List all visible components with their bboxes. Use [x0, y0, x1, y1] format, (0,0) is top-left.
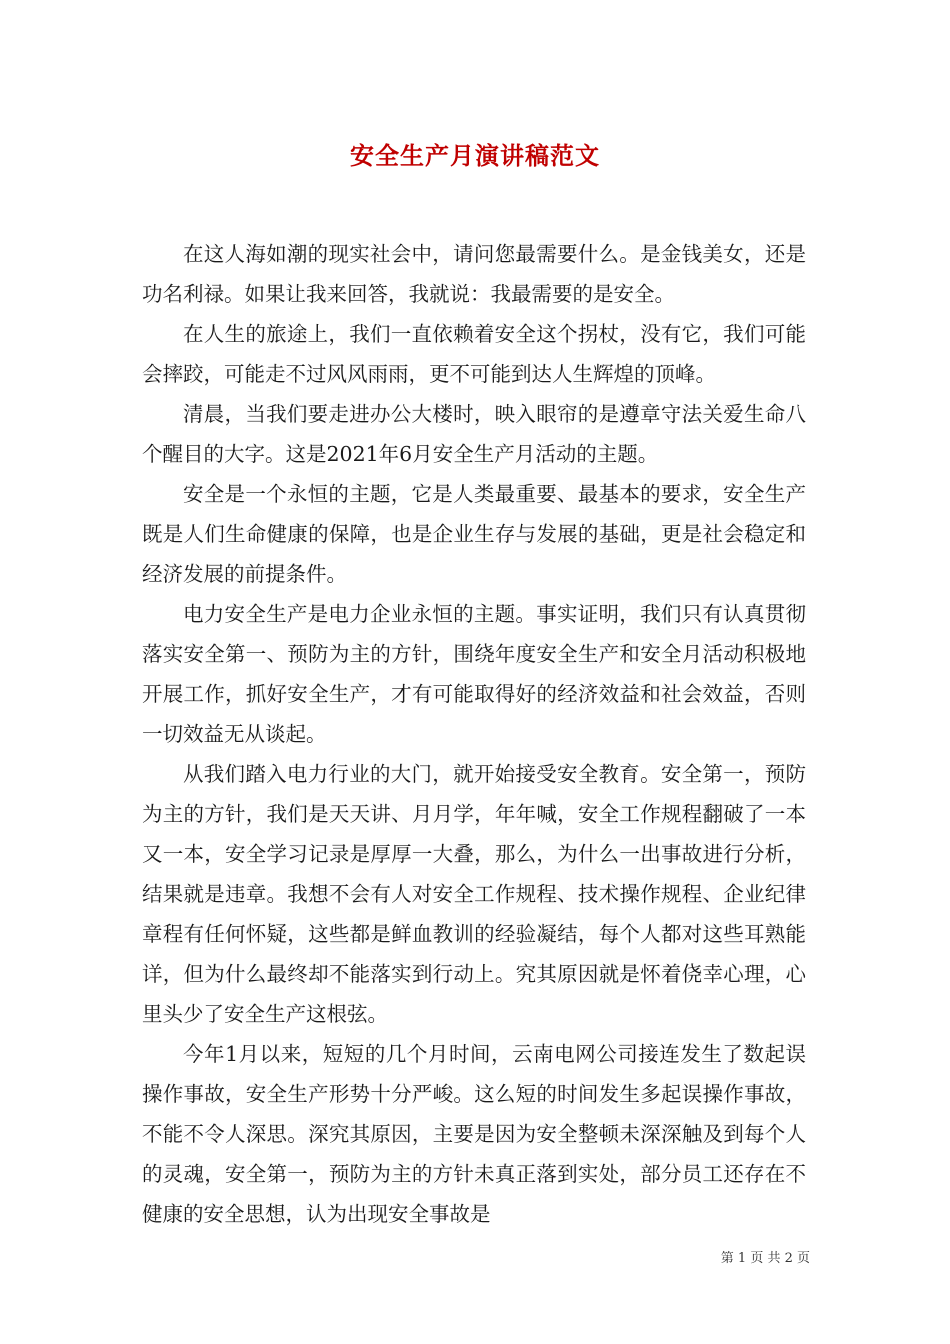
paragraph: 今年1月以来，短短的几个月时间，云南电网公司接连发生了数起误操作事故，安全生产形势十分严峻。这么短的时间发生多起误操作事故，不能不令人深思。深究其原因，主要是因为安全整顿未深深触及到每个人的灵魂，安全第一，预防为主的方针未真正落到实处，部分员工还存在不健康的安全思想，认为出现安全事故是 — [142, 1042, 806, 1226]
paragraph: 在这人海如潮的现实社会中，请问您最需要什么。是金钱美女，还是功名利禄。如果让我来回答，我就说：我最需要的是安全。 — [142, 242, 806, 306]
paragraph: 在人生的旅途上，我们一直依赖着安全这个拐杖，没有它，我们可能会摔跤，可能走不过风风雨雨，更不可能到达人生辉煌的顶峰。 — [142, 322, 806, 386]
page-number: 第 1 页 共 2 页 — [720, 1251, 810, 1266]
paragraph: 清晨，当我们要走进办公大楼时，映入眼帘的是遵章守法关爱生命八个醒目的大字。这是2021年6月安全生产月活动的主题。 — [142, 402, 806, 466]
paragraph: 从我们踏入电力行业的大门，就开始接受安全教育。安全第一，预防为主的方针，我们是天天讲、月月学，年年喊，安全工作规程翻破了一本又一本，安全学习记录是厚厚一大叠，那么，为什么一出事故进行分析，结果就是违章。我想不会有人对安全工作规程、技术操作规程、企业纪律章程有任何怀疑，这些都是鲜血教训的经验凝结，每个人都对这些耳熟能详，但为什么最终却不能落实到行动上。究其原因就是怀着侥幸心理，心里头少了安全生产这根弦。 — [142, 762, 806, 1026]
document-body — [142, 234, 806, 1234]
paragraph: 电力安全生产是电力企业永恒的主题。事实证明，我们只有认真贯彻落实安全第一、预防为主的方针，围绕年度安全生产和安全月活动积极地开展工作，抓好安全生产，才有可能取得好的经济效益和社会效益，否则一切效益无从谈起。 — [142, 602, 806, 746]
document-title: 安全生产月演讲稿范文 — [350, 141, 600, 170]
paragraph: 安全是一个永恒的主题，它是人类最重要、最基本的要求，安全生产既是人们生命健康的保障，也是企业生存与发展的基础，更是社会稳定和经济发展的前提条件。 — [142, 482, 806, 586]
